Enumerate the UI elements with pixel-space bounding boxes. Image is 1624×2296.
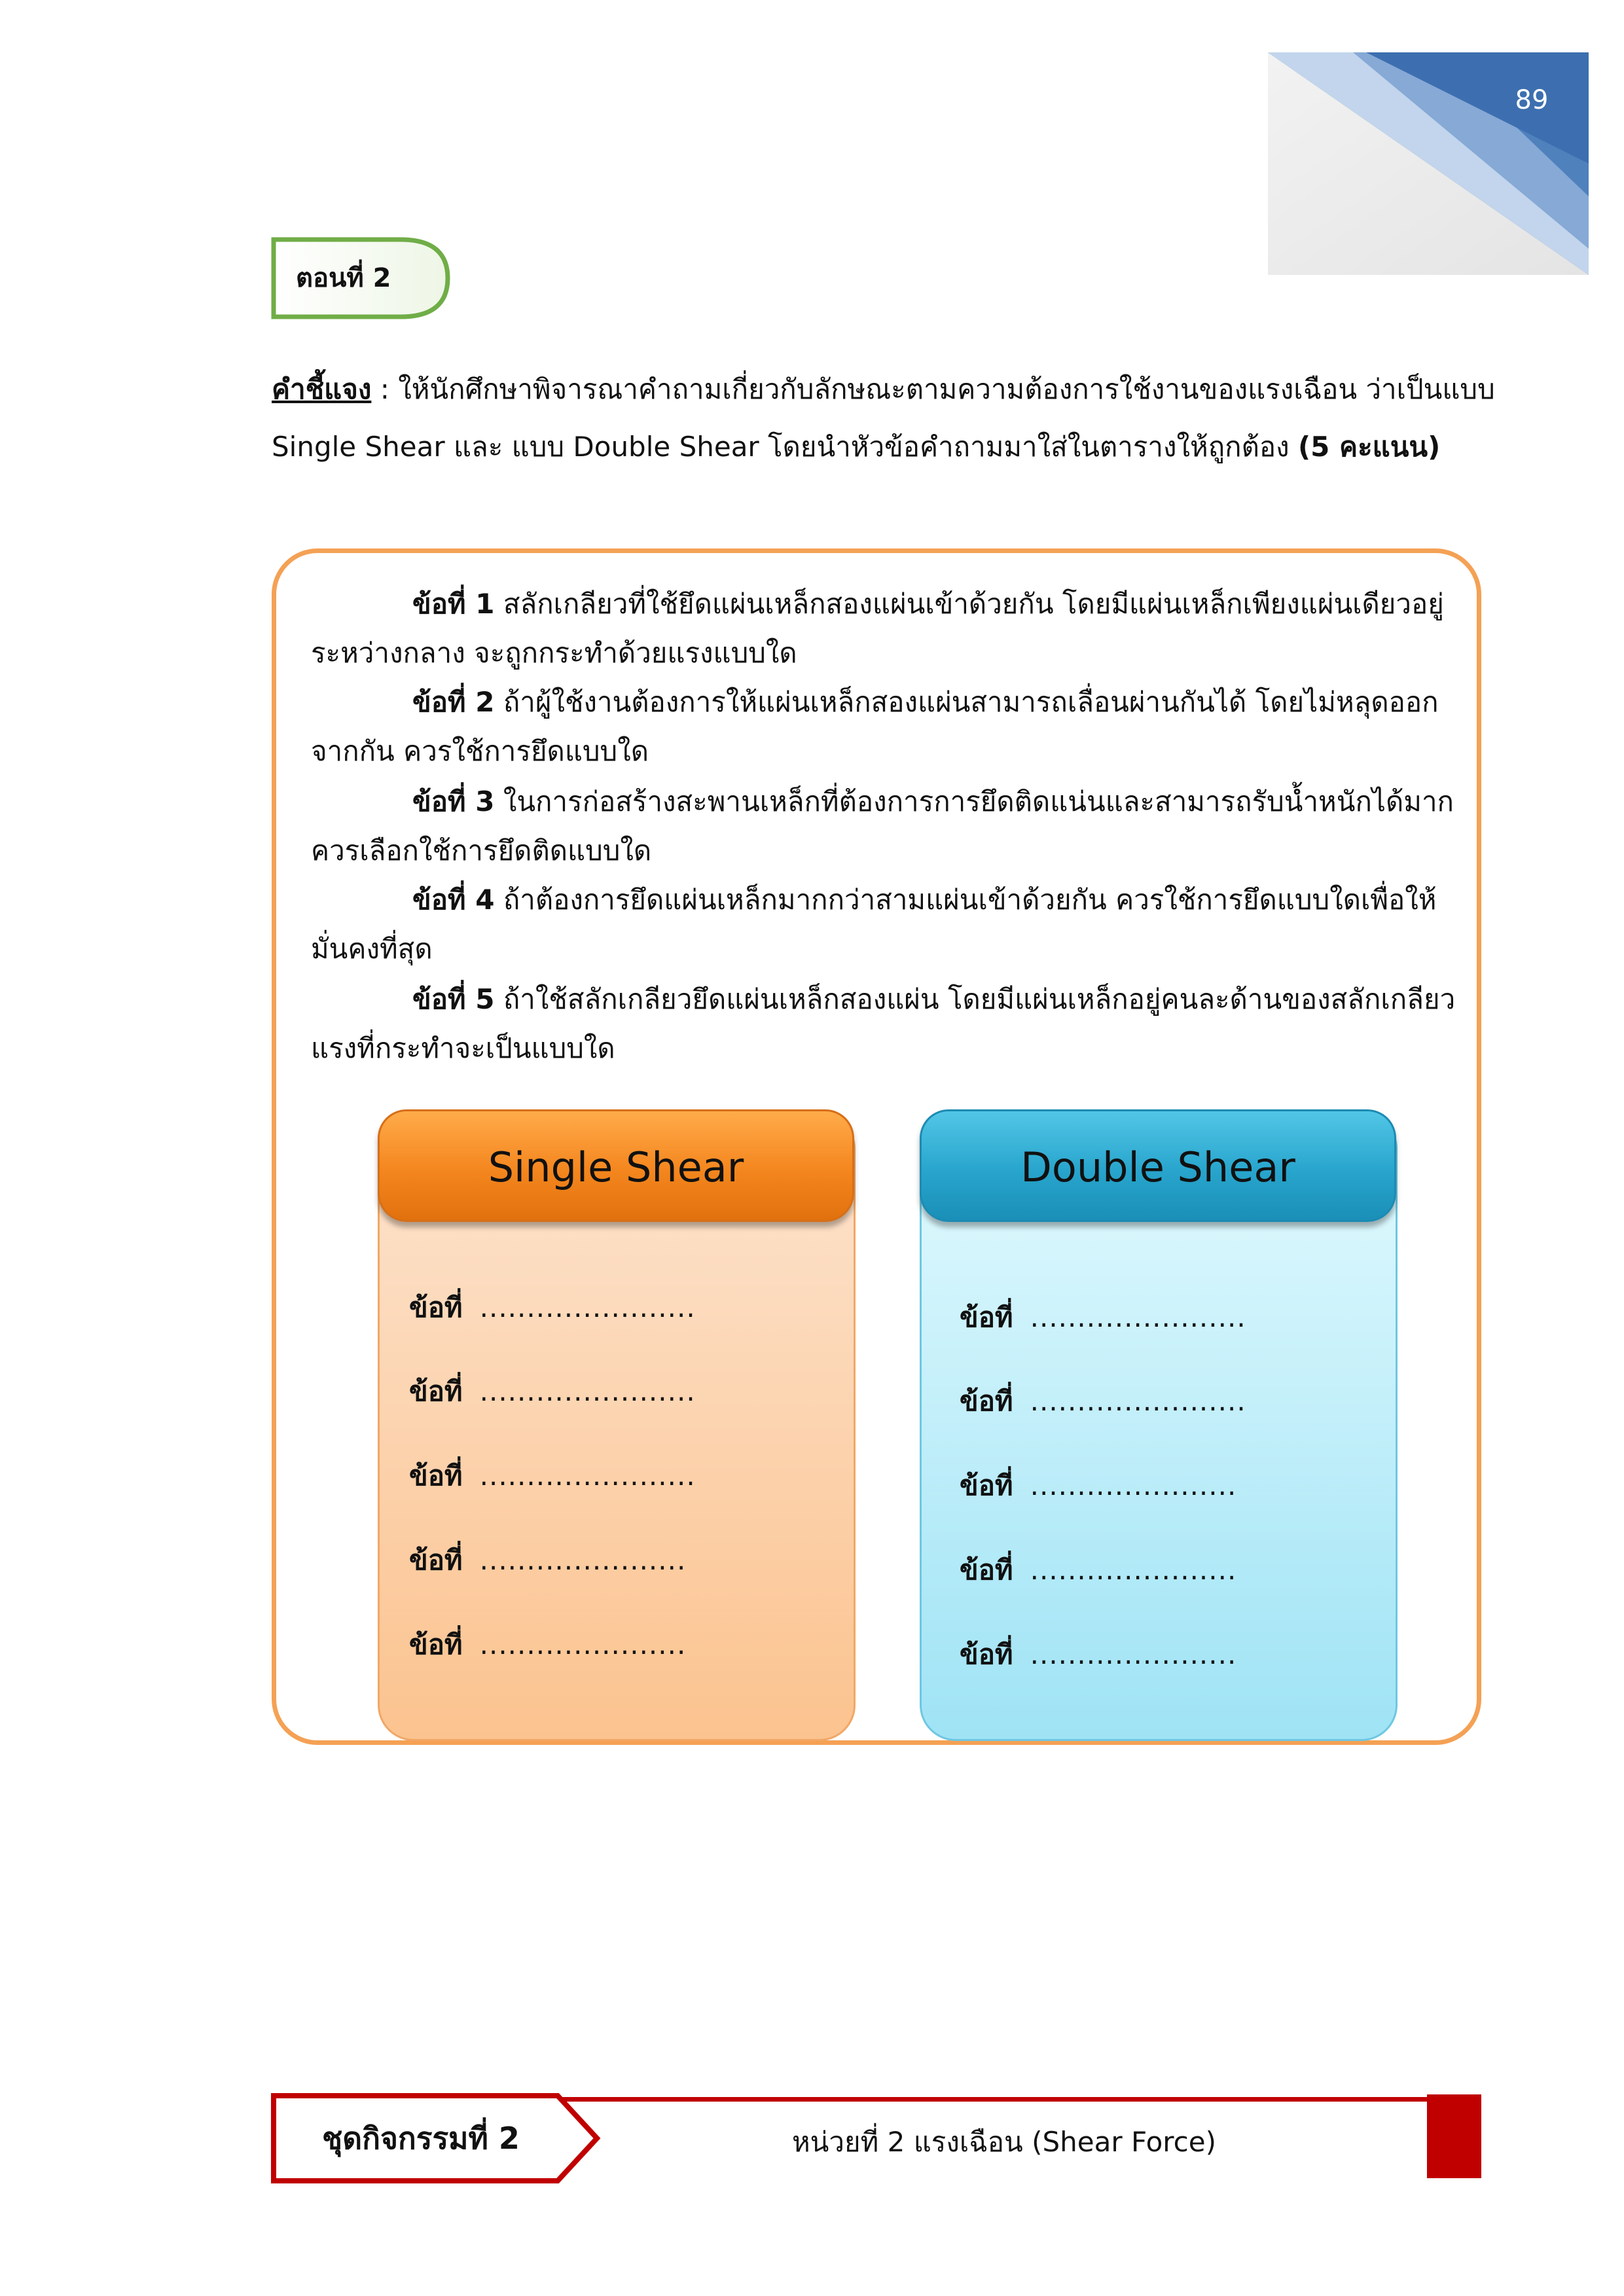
question-4-line-2: มั่นคงที่สุด	[311, 933, 433, 965]
instructions-line-2	[272, 425, 1515, 469]
question-number: ข้อที่ 2	[412, 686, 495, 718]
instructions-score: (5 คะแนน)	[1297, 431, 1441, 463]
slot-label: ข้อที่	[409, 1291, 463, 1323]
slot-blank[interactable]: .......................	[479, 1460, 696, 1492]
double-shear-header: Double Shear	[920, 1109, 1396, 1222]
slot-blank[interactable]: ......................	[479, 1628, 687, 1660]
question-text: ในการก่อสร้างสะพานเหล็กที่ต้องการการยึดติดแน่นและสามารถรับน้ำหนักได้มาก	[494, 785, 1454, 817]
single-shear-slot-3[interactable]	[409, 1454, 696, 1498]
question-1-line-2: ระหว่างกลาง จะถูกกระทำด้วยแรงแบบใด	[311, 637, 797, 669]
double-shear-slot-1[interactable]	[960, 1296, 1246, 1339]
question-3-line-2: ควรเลือกใช้การยึดติดแบบใด	[311, 834, 652, 867]
question-4-line-1	[311, 878, 1463, 922]
slot-label: ข้อที่	[409, 1544, 463, 1576]
question-2-line-1	[311, 681, 1463, 724]
section-title: ตอนที่ 2	[296, 263, 391, 293]
question-2-line-2: จากกัน ควรใช้การยึดแบบใด	[311, 735, 649, 767]
page-number: 89	[1515, 85, 1549, 115]
slot-blank[interactable]: ......................	[1030, 1469, 1237, 1501]
slot-label: ข้อที่	[960, 1301, 1013, 1333]
slot-blank[interactable]: ......................	[479, 1544, 687, 1576]
question-text: ถ้าต้องการยึดแผ่นเหล็กมากกว่าสามแผ่นเข้าด้วยกัน ควรใช้การยึดแบบใดเพื่อให้	[494, 884, 1437, 916]
question-text: ถ้าใช้สลักเกลียวยึดแผ่นเหล็กสองแผ่น โดยมีแผ่นเหล็กอยู่คนละด้านของสลักเกลียว	[494, 983, 1456, 1015]
single-shear-slot-4[interactable]	[409, 1539, 686, 1582]
single-shear-slot-2[interactable]	[409, 1370, 696, 1413]
slot-label: ข้อที่	[960, 1385, 1013, 1417]
slot-blank[interactable]: .......................	[479, 1375, 696, 1407]
section-tab	[270, 236, 453, 321]
slot-blank[interactable]: .......................	[1030, 1301, 1246, 1333]
footer-activity-label: ชุดกิจกรรมที่ 2	[322, 2121, 520, 2156]
slot-blank[interactable]: ......................	[1030, 1638, 1237, 1670]
question-text: ถ้าผู้ใช้งานต้องการให้แผ่นเหล็กสองแผ่นสามารถเลื่อนผ่านกันได้ โดยไม่หลุดออก	[494, 686, 1439, 718]
footer-activity-tab	[270, 2092, 604, 2185]
question-5-line-2: แรงที่กระทำจะเป็นแบบใด	[311, 1032, 615, 1064]
instructions-text-2: Single Shear และ แบบ Double Shear โดยนำหัวข้อคำถามมาใส่ในตารางให้ถูกต้อง	[272, 431, 1298, 463]
instructions-line-1	[272, 368, 1515, 411]
question-3-line-1	[311, 780, 1463, 823]
double-shear-slot-3[interactable]	[960, 1464, 1236, 1507]
question-number: ข้อที่ 5	[412, 983, 495, 1015]
slot-blank[interactable]: ......................	[1030, 1554, 1237, 1586]
question-number: ข้อที่ 1	[412, 588, 495, 620]
single-shear-slot-5[interactable]	[409, 1623, 686, 1666]
single-shear-slot-1[interactable]	[409, 1286, 696, 1329]
double-shear-slot-2[interactable]	[960, 1380, 1246, 1423]
slot-blank[interactable]: .......................	[1030, 1385, 1246, 1417]
instructions-heading: คำชี้แจง	[272, 373, 372, 405]
question-text: สลักเกลียวที่ใช้ยึดแผ่นเหล็กสองแผ่นเข้าด้วยกัน โดยมีแผ่นเหล็กเพียงแผ่นเดียวอยู่	[494, 588, 1444, 620]
instructions-text-1: ให้นักศึกษาพิจารณาคำถามเกี่ยวกับลักษณะตามความต้องการใช้งานของแรงเฉือน ว่าเป็นแบบ	[398, 373, 1495, 405]
footer-accent-block	[1427, 2094, 1481, 2178]
slot-label: ข้อที่	[409, 1460, 463, 1492]
slot-label: ข้อที่	[409, 1628, 463, 1660]
question-number: ข้อที่ 4	[412, 884, 495, 916]
slot-blank[interactable]: .......................	[479, 1291, 696, 1323]
question-1-line-1	[311, 583, 1463, 626]
question-5-line-1	[311, 978, 1463, 1021]
footer-unit-title: หน่วยที่ 2 แรงเฉือน (Shear Force)	[792, 2126, 1216, 2158]
double-shear-slot-5[interactable]	[960, 1633, 1236, 1676]
slot-label: ข้อที่	[960, 1638, 1013, 1670]
single-shear-header: Single Shear	[378, 1109, 854, 1222]
instructions-separator: :	[371, 373, 399, 405]
double-shear-slot-4[interactable]	[960, 1549, 1236, 1592]
slot-label: ข้อที่	[960, 1469, 1013, 1501]
question-number: ข้อที่ 3	[412, 785, 495, 817]
slot-label: ข้อที่	[960, 1554, 1013, 1586]
slot-label: ข้อที่	[409, 1375, 463, 1407]
